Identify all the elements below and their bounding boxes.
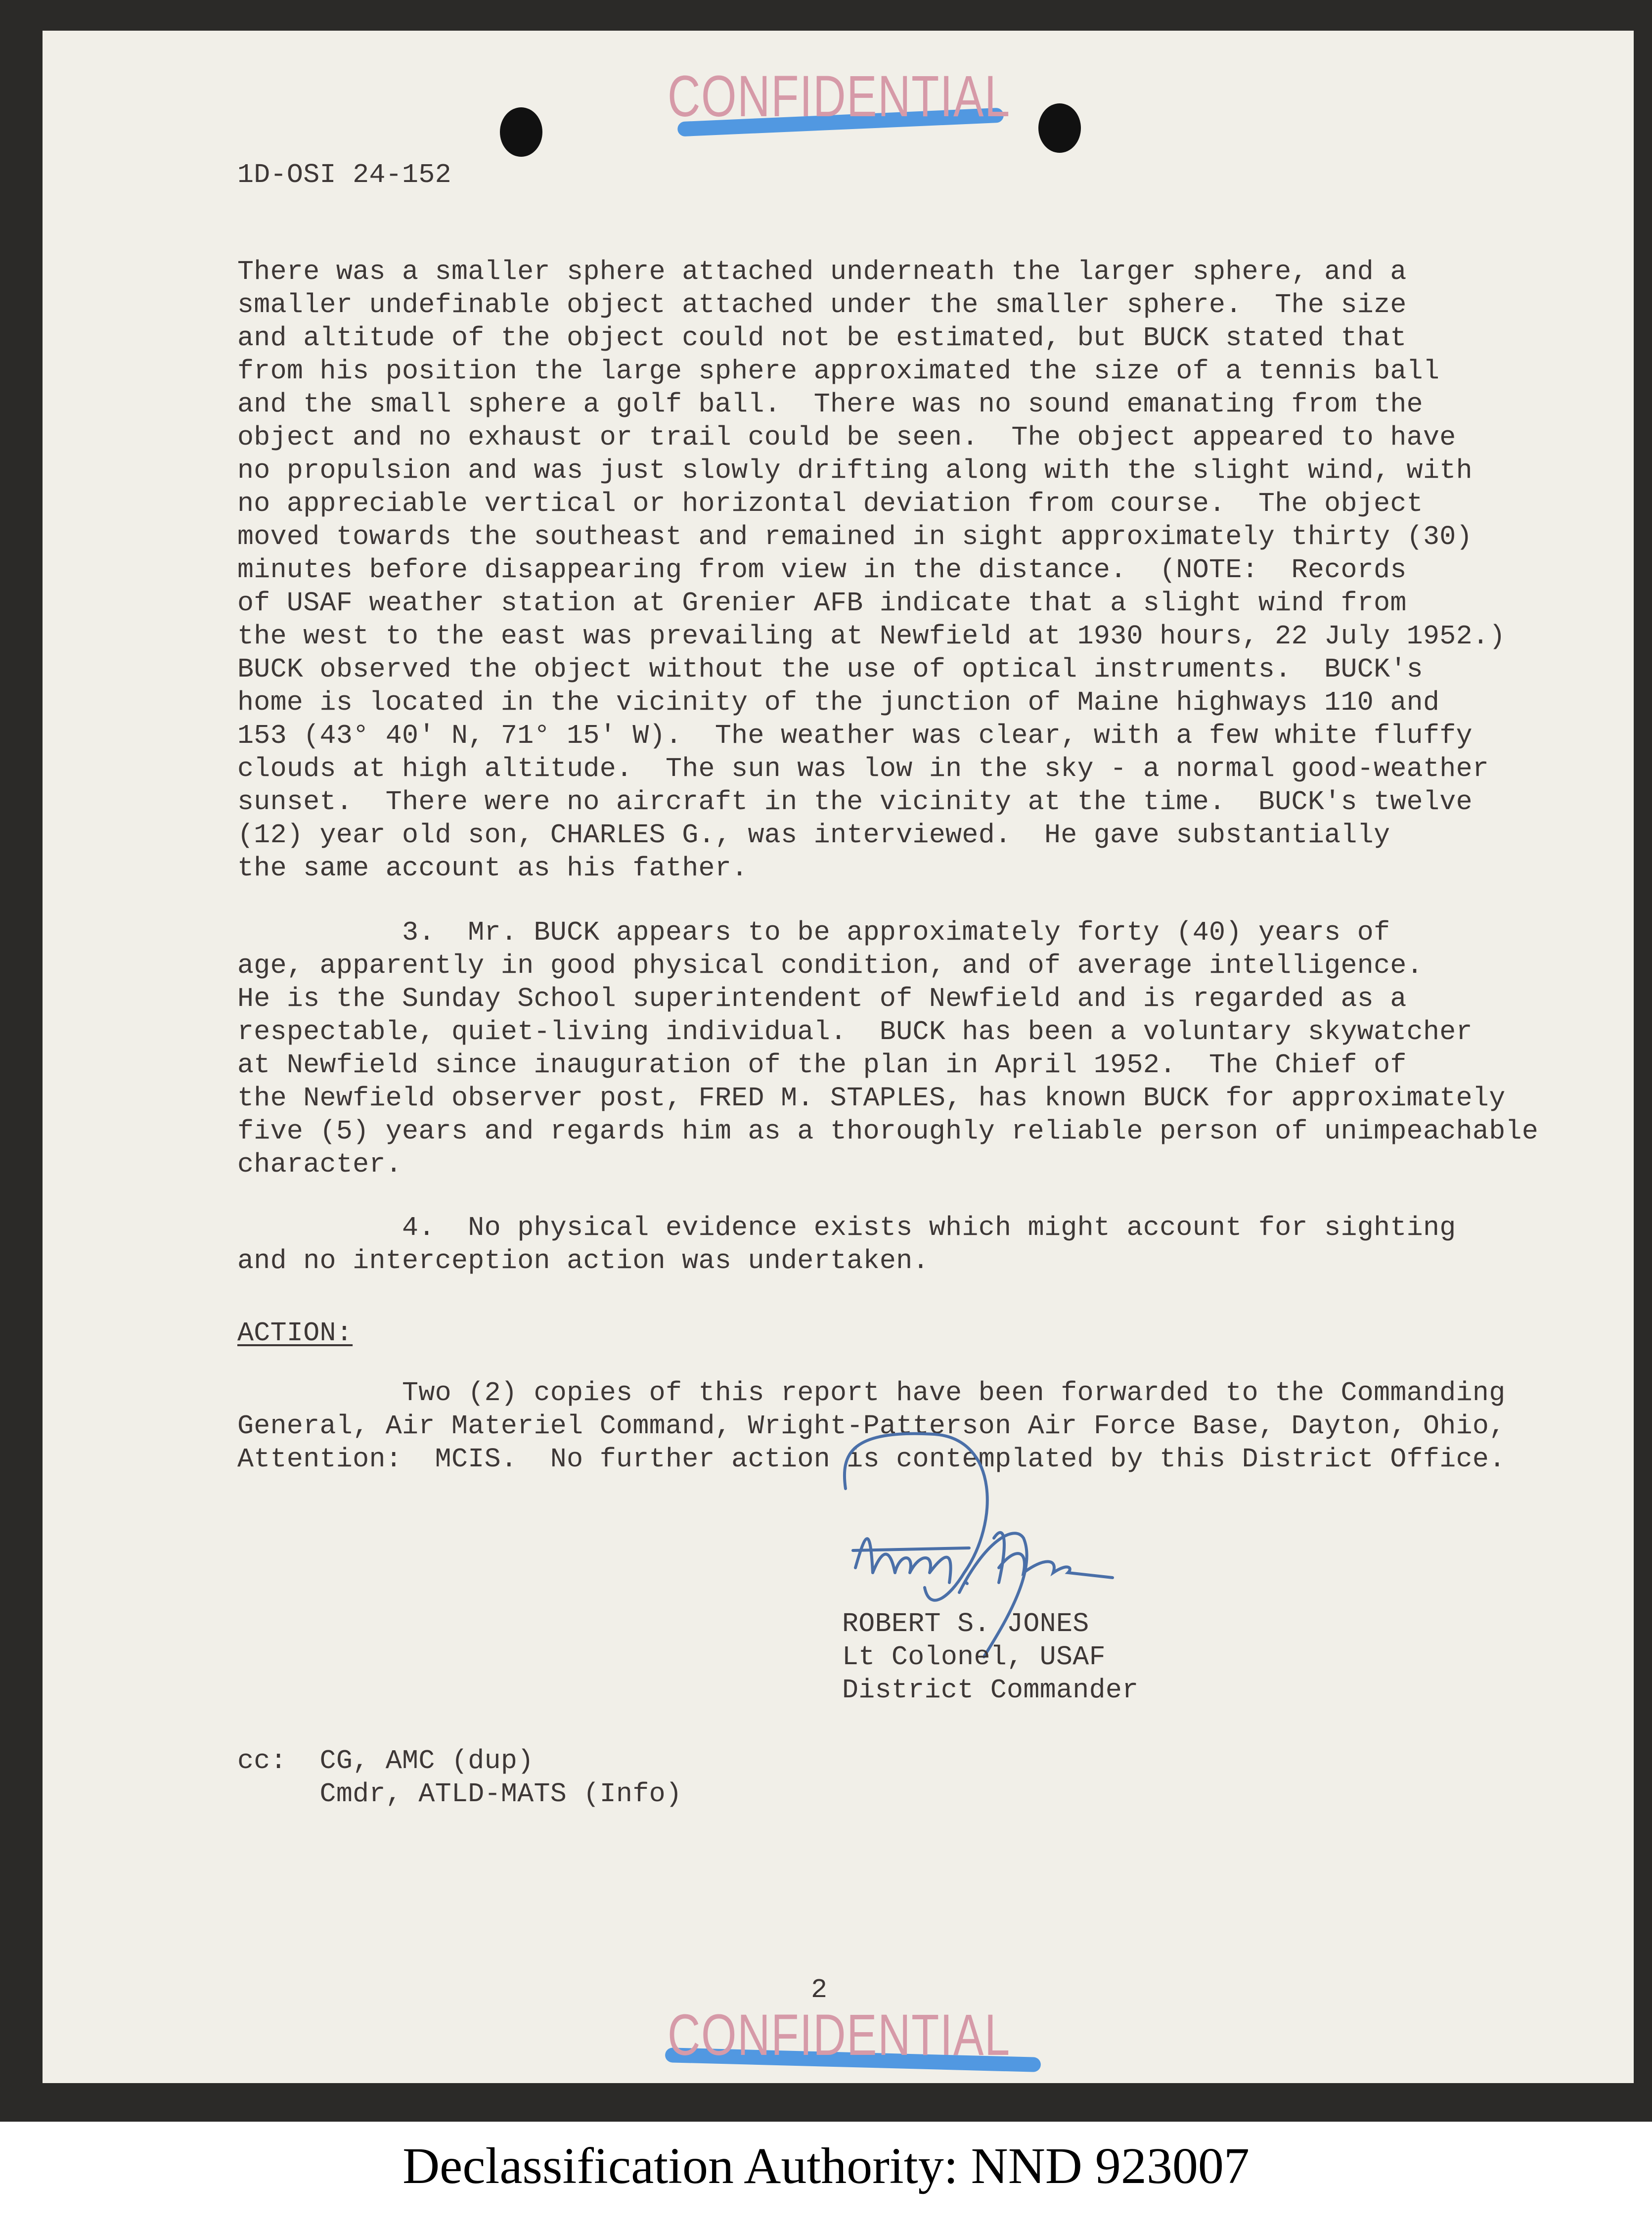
- text-line: BUCK observed the object without the use of optical instruments. BUCK's: [237, 654, 1423, 685]
- text-line: the west to the east was prevailing at Newfield at 1930 hours, 22 July 1952.): [237, 621, 1506, 652]
- text-line: and the small sphere a golf ball. There was no sound emanating from the: [237, 389, 1423, 420]
- text-line: There was a smaller sphere attached underneath the larger sphere, and a: [237, 256, 1407, 287]
- text-line: Cmdr, ATLD-MATS (Info): [237, 1778, 682, 1810]
- page-number: 2: [811, 1974, 828, 2005]
- file-reference: 1D-OSI 24-152: [237, 159, 451, 190]
- text-line: (12) year old son, CHARLES G., was interviewed. He gave substantially: [237, 819, 1390, 851]
- text-line: no propulsion and was just slowly drifting along with the slight wind, with: [237, 455, 1473, 486]
- text-line: the same account as his father.: [237, 853, 748, 884]
- confidential-stamp-bottom: CONFIDENTIAL: [668, 2002, 1011, 2068]
- text-line: no appreciable vertical or horizontal deviation from course. The object: [237, 488, 1423, 519]
- text-line: respectable, quiet-living individual. BUCK has been a voluntary skywatcher: [237, 1016, 1473, 1047]
- text-line: General, Air Materiel Command, Wright-Patterson Air Force Base, Dayton, Ohio,: [237, 1410, 1506, 1442]
- confidential-stamp-top: CONFIDENTIAL: [668, 64, 1011, 129]
- text-line: 3. Mr. BUCK appears to be approximately forty (40) years of: [237, 917, 1390, 948]
- text-line: the Newfield observer post, FRED M. STAPLES, has known BUCK for approximately: [237, 1083, 1506, 1114]
- text-line: minutes before disappearing from view in the distance. (NOTE: Records: [237, 554, 1407, 586]
- signature-block: [842, 1607, 1139, 1707]
- text-line: Two (2) copies of this report have been forwarded to the Commanding: [237, 1377, 1506, 1409]
- text-line: Lt Colonel, USAF: [842, 1641, 1106, 1673]
- text-line: object and no exhaust or trail could be seen. The object appeared to have: [237, 422, 1456, 453]
- text-line: He is the Sunday School superintendent of Newfield and is regarded as a: [237, 983, 1407, 1014]
- text-line: five (5) years and regards him as a thoroughly reliable person of unimpeachable: [237, 1116, 1539, 1147]
- punch-hole: [500, 107, 542, 157]
- action-heading: ACTION:: [237, 1318, 353, 1349]
- text-line: District Commander: [842, 1675, 1139, 1706]
- text-line: clouds at high altitude. The sun was low in the sky - a normal good-weather: [237, 753, 1489, 784]
- declassification-caption: Declassification Authority: NND 923007: [402, 2137, 1250, 2194]
- text-line: sunset. There were no aircraft in the vicinity at the time. BUCK's twelve: [237, 786, 1473, 818]
- text-line: home is located in the vicinity of the junction of Maine highways 110 and: [237, 687, 1440, 718]
- text-line: moved towards the southeast and remained in sight approximately thirty (30): [237, 521, 1473, 552]
- text-line: character.: [237, 1149, 402, 1180]
- text-line: of USAF weather station at Grenier AFB indicate that a slight wind from: [237, 588, 1407, 619]
- text-line: at Newfield since inauguration of the plan in April 1952. The Chief of: [237, 1049, 1407, 1081]
- paragraph-4: [237, 1211, 1456, 1277]
- text-line: smaller undefinable object attached under the smaller sphere. The size: [237, 289, 1407, 320]
- text-line: ROBERT S. JONES: [842, 1608, 1089, 1639]
- text-line: 153 (43° 40' N, 71° 15' W). The weather was clear, with a few white fluffy: [237, 720, 1473, 751]
- text-line: cc: CG, AMC (dup): [237, 1745, 534, 1776]
- text-line: 4. No physical evidence exists which might account for sighting: [237, 1212, 1456, 1243]
- text-line: and altitude of the object could not be estimated, but BUCK stated that: [237, 322, 1407, 354]
- text-line: Attention: MCIS. No further action is contemplated by this District Office.: [237, 1444, 1506, 1475]
- text-line: from his position the large sphere approximated the size of a tennis ball: [237, 356, 1440, 387]
- punch-hole: [1038, 103, 1081, 153]
- text-line: age, apparently in good physical condition, and of average intelligence.: [237, 950, 1423, 981]
- paragraph-2-continued: [237, 255, 1506, 885]
- carbon-copy-list: [237, 1744, 682, 1811]
- text-line: and no interception action was undertaken.: [237, 1245, 929, 1276]
- paragraph-3: [237, 916, 1538, 1181]
